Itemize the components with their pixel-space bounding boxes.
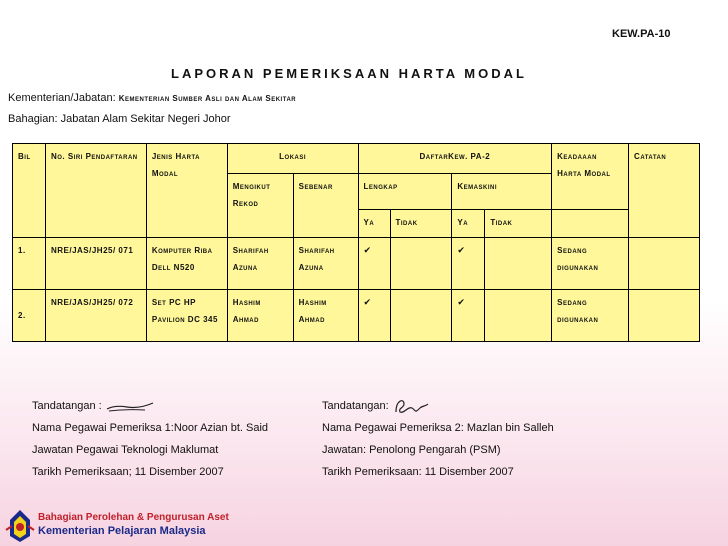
header-lengkap: Lengkap	[358, 174, 452, 210]
signature-mark-2	[392, 396, 432, 416]
footer-department: Bahagian Perolehan & Pengurusan Aset	[38, 512, 229, 523]
cell-jenis: Set PC HP Pavilion DC 345	[146, 290, 227, 342]
asset-table	[12, 143, 700, 342]
header-no-siri: No. Siri Pendaftaran	[45, 144, 146, 238]
header-bil: Bil	[13, 144, 46, 238]
header-lengkap-ya: Ya	[358, 210, 390, 238]
cell-bil: 1.	[13, 238, 46, 290]
kementerian-line	[8, 92, 296, 104]
cell-catatan	[629, 290, 700, 342]
header-kemaskini-ya: Ya	[452, 210, 485, 238]
header-daftar-kew: DaftarKew. PA-2	[358, 144, 552, 174]
ministry-logo-icon	[4, 506, 36, 544]
cell-kemaskini-ya: ✔	[452, 290, 485, 342]
inspector-name-1: Nama Pegawai Pemeriksa 1:Noor Azian bt. Said	[32, 422, 269, 434]
header-mengikut-rekod: Mengikut Rekod	[227, 174, 293, 238]
header-keadaan: Keadaaan Harta Modal	[552, 144, 629, 210]
kementerian-label: Kementerian/Jabatan:	[8, 92, 116, 104]
signature-block-1	[32, 395, 268, 483]
header-kemaskini-tidak: Tidak	[485, 210, 552, 238]
cell-sebenar: Sharifah Azuna	[293, 238, 358, 290]
cell-kemaskini-ya: ✔	[452, 238, 485, 290]
header-lokasi: Lokasi	[227, 144, 358, 174]
kementerian-value: Kementerian Sumber Asli dan Alam Sekitar	[118, 94, 297, 103]
footer-ministry: Kementerian Pelajaran Malaysia	[38, 525, 206, 537]
form-code: KEW.PA-10	[612, 28, 671, 40]
header-catatan: Catatan	[629, 144, 700, 238]
signature-mark-1	[105, 399, 157, 413]
cell-mengikut: Sharifah Azuna	[227, 238, 293, 290]
inspection-date-2: Tarikh Pemeriksaan: 11 Disember 2007	[322, 466, 514, 478]
table-row	[13, 290, 700, 342]
cell-catatan	[629, 238, 700, 290]
cell-keadaan: Sedang digunakan	[552, 238, 629, 290]
cell-lengkap-tidak	[390, 238, 452, 290]
cell-lengkap-ya: ✔	[358, 290, 390, 342]
cell-no-siri: NRE/JAS/JH25/ 071	[45, 238, 146, 290]
cell-jenis: Komputer Riba Dell N520	[146, 238, 227, 290]
document-title: LAPORAN PEMERIKSAAN HARTA MODAL	[171, 66, 527, 81]
inspector-position-2: Jawatan: Penolong Pengarah (PSM)	[322, 444, 501, 456]
inspector-name-2: Nama Pegawai Pemeriksa 2: Mazlan bin Salleh	[322, 422, 554, 434]
signature-label-2: Tandatangan:	[322, 400, 389, 412]
signature-block-2	[322, 395, 554, 483]
cell-sebenar: Hashim Ahmad	[293, 290, 358, 342]
cell-keadaan: Sedang digunakan	[552, 290, 629, 342]
cell-lengkap-ya: ✔	[358, 238, 390, 290]
cell-bil: 2.	[13, 290, 46, 342]
cell-kemaskini-tidak	[485, 238, 552, 290]
header-lengkap-tidak: Tidak	[390, 210, 452, 238]
bahagian-line: Bahagian: Jabatan Alam Sekitar Negeri Johor	[8, 113, 231, 125]
header-jenis-harta: Jenis Harta Modal	[146, 144, 227, 238]
inspection-date-1: Tarikh Pemeriksaan; 11 Disember 2007	[32, 466, 224, 478]
cell-kemaskini-tidak	[485, 290, 552, 342]
inspector-position-1: Jawatan Pegawai Teknologi Maklumat	[32, 444, 219, 456]
header-sebenar: Sebenar	[293, 174, 358, 238]
cell-mengikut: Hashim Ahmad	[227, 290, 293, 342]
header-kemaskini: Kemaskini	[452, 174, 552, 210]
table-row	[13, 238, 700, 290]
cell-no-siri: NRE/JAS/JH25/ 072	[45, 290, 146, 342]
header-keadaan-blank	[552, 210, 629, 238]
cell-lengkap-tidak	[390, 290, 452, 342]
signature-label-1: Tandatangan :	[32, 400, 102, 412]
